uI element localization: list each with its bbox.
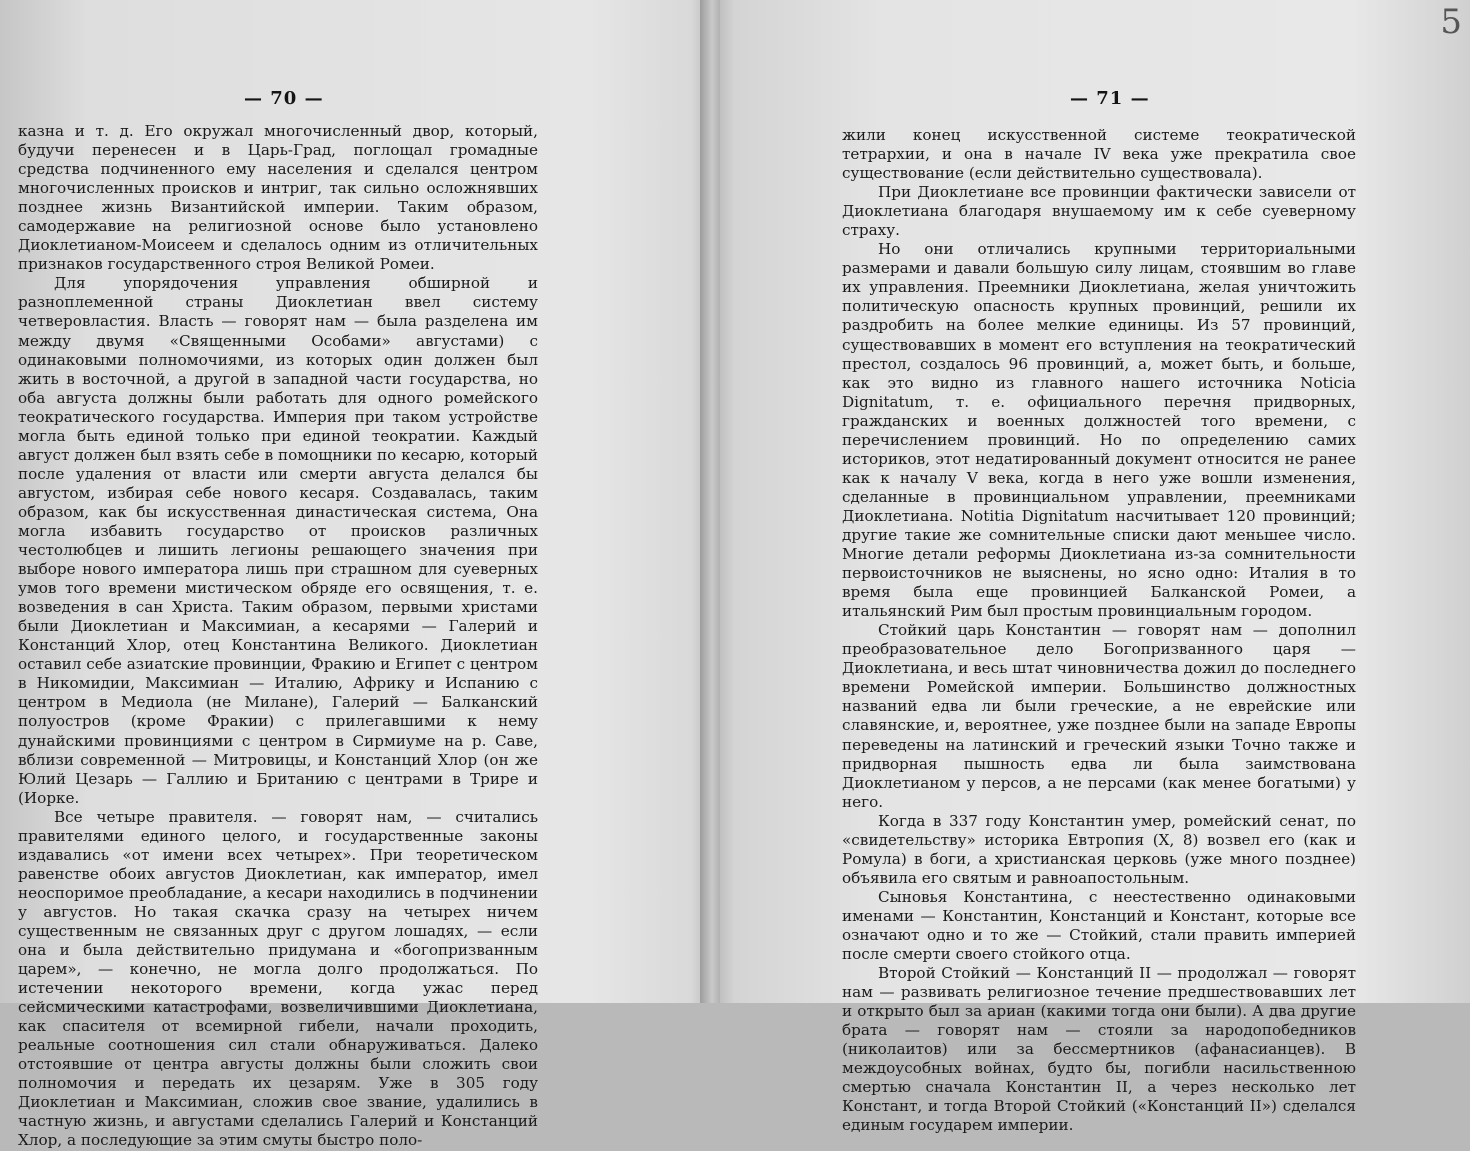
left-page [0,0,700,1150]
page-body [18,122,538,1151]
right-page [720,0,1470,1135]
paragraph: казна и т. д. Его окружал многочисленный двор, который, будучи перенесен и в Царь-Град, поглощал громадные средства подчиненного ему населения и сделался центром многочисленных происков и интриг, так сильно осложнявших позднее жизнь Византийской империи. Таким образом, самодержавие на религиозной основе было установлено Диоклетианом-Моисеем и сделалось одним из отличительных признаков государственного строя Великой Ромеи. [18,122,538,274]
corner-mark: 5 [1440,2,1462,42]
page-body [842,126,1356,1135]
paragraph: Для упорядочения управления обширной и разноплеменной страны Диоклетиан ввел систему четверовластия. Власть — говорят нам — была разделена им между двумя «Священными Особами» августами) с одинаковыми полномочиями, из которых один должен был жить в восточной, а другой в западной части государства, но оба августа должны были работать для одного ромейского теократического государства. Империя при таком устройстве могла быть единой только при единой теократии. Каждый август должен был взять себе в помощники по кесарю, который после удаления от власти или смерти августа делался бы августом, избирая себе нового кесаря. Создавалась, таким образом, как бы искусственная династическая система, Она могла избавить государство от происков различных честолюбцев и лишить легионы решающего значения при выборе нового императора лишь при страшном для суеверных умов того времени мистическом обряде его освящения, т. е. возведения в сан Христа. Таким образом, первыми христами были Диоклетиан и Максимиан, а кесарями — Галерий и Констанций Хлор, отец Константина Великого. Диоклетиан оставил себе азиатские провинции, Фракию и Египет с центром в Никомидии, Максимиан — Италию, Африку и Испанию с центром в Медиола (не Милане), Галерий — Балканский полуостров (кроме Фракии) с прилегавшими к нему дунайскими провинциями с центром в Сирмиуме на р. Саве, вблизи современной — Митровицы, и Констанций Хлор (он же Юлий Цезарь — Галлию и Британию с центрами в Трире и (Иорке. [18,274,538,807]
paragraph: Все четыре правителя. — говорят нам, — считались правителями единого целого, и государственные законы издавались «от имени всех четырех». При теоретическом равенстве обоих августов Диоклетиан, как император, имел неоспоримое преобладание, а кесари находились в подчинении у августов. Но такая скачка сразу на четырех ничем существенным не связанных друг с другом лошадях, — если она и была действительно придумана и «богопризванным царем», — конечно, не могла долго продолжаться. По истечении некоторого времени, когда ужас перед сейсмическими катастрофами, возвеличившими Диоклетиана, как спасителя от всемирной гибели, начали проходить, реальные соотношения сил стали обнаруживаться. Далеко отстоявшие от центра августы должны были сложить свои полномочия и передать их цезарям. Уже в 305 году Диоклетиан и Максимиан, сложив свое звание, удалились в частную жизнь, и августами сделались Галерий и Констанций Хлор, а последующие за этим смуты быстро поло- [18,807,538,1150]
page-number: — 70 — [244,88,324,109]
paragraph: жили конец искусственной системе теократической тетрархии, и она в начале IV века уже прекратила свое существование (если действительно существовала). [842,126,1356,183]
paragraph: Когда в 337 году Константин умер, ромейский сенат, по «свидетельству» историка Евтропия (X, 8) возвел его (как и Ромула) в боги, а христианская церковь (уже много позднее) объявила его святым и равноапостольным. [842,811,1356,887]
paragraph: При Диоклетиане все провинции фактически зависели от Диоклетиана благодаря внушаемому им к себе суеверному страху. [842,183,1356,240]
paragraph: Стойкий царь Константин — говорят нам — дополнил преобразовательное дело Богопризванного царя — Диоклетиана, и весь штат чиновничества дожил до последнего времени Ромейской империи. Большинство должностных названий едва ли были греческие, а не еврейские или славянские, и, вероятнее, уже позднее были на западе Европы переведены на латинский и греческий языки Точно также и придворная пышность едва ли была заимствована Диоклетианом у персов, а не персами (как менее богатыми) у него. [842,621,1357,811]
paragraph: Второй Стойкий — Констанций II — продолжал — говорят нам — развивать религиозное течение предшествовавших лет и открыто был за ариан (какими тогда они были). А два другие брата — говорят нам — стояли за народопобедников (николаитов) или за бессмертников (афанасианцев). В междоусобных войнах, будто бы, погибли насильственною смертью сначала Константин II, а через несколько лет Констант, и тогда Второй Стойкий («Констанций II») сделался единым государем империи. [842,964,1356,1135]
book-gutter [700,0,720,1003]
paragraph: Но они отличались крупными территориальными размерами и давали большую силу лицам, стоявшим во главе их управления. Преемники Диоклетиана, желая уничтожить политическую опасность крупных провинций, решили их раздробить на более мелкие единицы. Из 57 провинций, существовавших в момент его вступления на теократический престол, создалось 96 провинций, а, может быть, и больше, как это видно из главного нашего источника Noticia Dignitatum, т. е. официального перечня придворных, гражданских и военных должностей того времени, с перечислением провинций. Но по определению самих историков, этот недатированный документ относится не ранее как к началу V века, когда в него уже вошли изменения, сделанные в провинциальном управлении, преемниками Диоклетиана. Notitia Dignitatum насчитывает 120 провинций; другие такие же сомнительные списки дают меньшее число. Многие детали реформы Диоклетиана из-за сомнительности первоисточников не выяснены, но ясно одно: Италия в то время была еще провинцией Балканской Ромеи, а итальянский Рим был простым провинциальным городом. [842,240,1356,621]
page-number: — 71 — [1070,88,1150,109]
paragraph: Сыновья Константина, с неестественно одинаковыми именами — Константин, Констанций и Констант, которые все означают одно и то же — Стойкий, стали править империей после смерти своего стойкого отца. [842,887,1356,964]
